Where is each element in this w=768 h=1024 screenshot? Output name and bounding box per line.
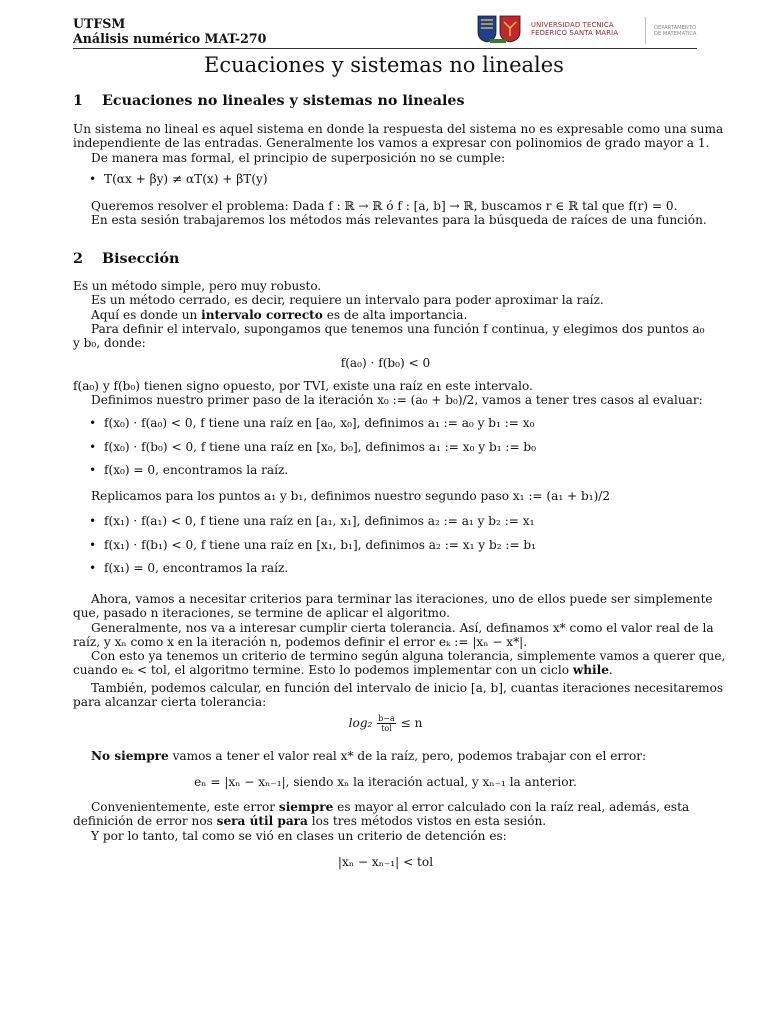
emphasis: No siempre — [91, 749, 169, 763]
paragraph: Convenientemente, este error siempre es mayor al error calculado con la raíz real, además, esta definición de error nos sera útil para los tres métodos vistos en esta sesión. Y por lo tanto, tal como se vió en clases un criterio de detención es: — [73, 800, 690, 843]
paragraph: Es un método simple, pero muy robusto. Es un método cerrado, es decir, requiere un intervalo para poder aproximar la raíz. Aquí es donde un intervalo correcto es de alta importancia. Para definir el intervalo, supongamos que tenemos una función f continua, y elegimos dos puntos a₀ y b₀, donde: — [73, 279, 705, 351]
document-title: Ecuaciones y sistemas no lineales — [204, 53, 564, 77]
document-page: UTFSM Análisis numérico MAT-270 UNIVERSIDAD TECNICA FEDERICO SANTA MARIA DEPARTAMENTO DE MATEMATICA Ecuaciones y sistemas no lineales 1 Ecuaciones no lineales y sistemas no lineales Un sistema no lineal es aquel sistema en donde la respuesta del sistema no es expresable como una suma independiente de las entradas. Generalmente los vamos a expresar con polinomios de grado mayor a 1. De manera mas formal, el principio de superposición no se cumple: T(αx + βy) ≠ αT(x) + βT(y) Queremos resolver el problema: Dada f : ℝ → ℝ ó f : [a, b] → ℝ, buscamos r ∈ ℝ tal que f(r) = 0. En esta sesión trabajaremos los métodos más relevantes para la búsqueda de raíces de una función. 2 Bisección Es un método simple, pero muy robusto. Es un método cerrado, es decir, requiere un intervalo para poder aproximar la raíz. Aquí es donde un intervalo correcto es de alta importancia. Para definir el intervalo, supongamos que tenemos una función f continua, y elegimos dos puntos a₀ y b₀, donde: f(a₀) · f(b₀) < 0 f(a₀) y f(b₀) tienen signo opuesto, por TVI, existe una raíz en este intervalo. Definimos nuestro primer paso de la iteración x₀ := (a₀ + b₀)/2, vamos a tener tres casos al evaluar: f(x₀) · f(a₀) < 0, f tiene una raíz en [a₀, x₀], definimos a₁ := a₀ y b₁ := x₀ f(x₀) · f(b₀) < 0, f tiene una raíz en [x₀, b₀], definimos a₁ := x₀ y b₁ := b₀ f(x₀) = 0, encontramos la raíz. Replicamos para los puntos a₁ y b₁, definimos nuestro segundo paso x₁ := (a₁ + b₁)/2 f(x₁) · f(a₁) < 0, f tiene una raíz en [a₁, x₁], definimos a₂ := a₁ y b₂ := x₁ f(x₁) · f(b₁) < 0, f tiene una raíz en [x₁, b₁], definimos a₂ := x₁ y b₂ := b₁ f(x₁) = 0, encontramos la raíz. Ahora, vamos a necesitar criterios para terminar las iteraciones, uno de ellos puede ser simplemente que, pasado n iteraciones, se termine de aplicar el algoritmo. Generalmente, nos va a interesar cumplir cierta tolerancia. Así, definamos x* como el valor real de la raíz, y xₙ como x en la iteración n, podemos definir el error eₖ := |xₙ − x*|. Con esto ya tenemos un criterio de termino según alguna tolerancia, simplemente vamos a querer que, cuando eₖ < tol, el algoritmo termine. Esto lo podemos implementar con un ciclo while. También, podemos calcular, en función del intervalo de inicio [a, b], cuantas iteraciones necesitaremos para alcanzar cierta tolerancia: log₂ b−a tol ≤ n No siempre vamos a tener el valor real x* de la raíz, pero, podemos trabajar con el error: eₙ = |xₙ − xₙ₋₁|, siendo xₙ la iteración actual, y xₙ₋₁ la anterior. Convenientemente, este error siempre es mayor al error calculado con la raíz real, además, esta definición de error nos sera útil para los tres métodos vistos en esta sesión. Y por lo tanto, tal como se vió en clases un criterio de detención es: |xₙ − xₙ₋₁| < tol — [0, 0, 768, 1024]
emphasis: while — [572, 663, 609, 678]
paragraph: Un sistema no lineal es aquel sistema en donde la respuesta del sistema no es expresable como una suma independiente de las entradas. Generalmente los vamos a expresar con polinomios de grado mayor a 1. De manera mas formal, el principio de superposición no se cumple: — [73, 122, 724, 165]
header-left — [73, 16, 266, 46]
header-rule — [73, 48, 697, 49]
university-name: UNIVERSIDAD TECNICA FEDERICO SANTA MARIA — [531, 21, 619, 37]
department-name: DEPARTAMENTO DE MATEMATICA — [654, 25, 697, 38]
paragraph: No siempre vamos a tener el valor real x* de la raíz, pero, podemos trabajar con el error: — [91, 749, 647, 763]
header-divider — [645, 17, 646, 44]
paragraph: Ahora, vamos a necesitar criterios para terminar las iteraciones, uno de ellos puede ser simplemente que, pasado n iteraciones, se termine de aplicar el algoritmo. Generalmente, nos va a interesar cumplir cierta tolerancia. Así, definamos x* como el valor real de la raíz, y xₙ como x en la iteración n, podemos definir el error eₖ := |xₙ − x*|. Con esto ya tenemos un criterio de termino según alguna tolerancia, simplemente vamos a querer que, cuando eₖ < tol, el algoritmo termine. Esto lo podemos implementar con un ciclo while. También, podemos calcular, en función del intervalo de inicio [a, b], cuantas iteraciones necesitaremos para alcanzar cierta tolerancia: — [73, 592, 726, 710]
course-name: Análisis numérico MAT-270 — [73, 31, 267, 46]
equation: f(a₀) · f(b₀) < 0 — [340, 356, 431, 370]
equation: eₙ = |xₙ − xₙ₋₁|, siendo xₙ la iteración actual, y xₙ₋₁ la anterior. — [194, 775, 577, 789]
university-crest-icon — [476, 14, 524, 44]
emphasis: sera útil para — [216, 814, 308, 829]
emphasis: siempre — [278, 800, 334, 814]
equation: |xₙ − xₙ₋₁| < tol — [337, 855, 434, 869]
paragraph: Replicamos para los puntos a₁ y b₁, definimos nuestro segundo paso x₁ := (a₁ + b₁)/2 — [91, 489, 611, 503]
paragraph: Queremos resolver el problema: Dada f : ℝ → ℝ ó f : [a, b] → ℝ, buscamos r ∈ ℝ tal que f(r) = 0. En esta sesión trabajaremos los métodos más relevantes para la búsqueda de raíces de una función. — [91, 199, 707, 228]
equation: log₂ b−a tol ≤ n — [348, 714, 423, 733]
paragraph: f(a₀) y f(b₀) tienen signo opuesto, por TVI, existe una raíz en este intervalo. Definimos nuestro primer paso de la iteración x₀ := (a₀ + b₀)/2, vamos a tener tres casos al evaluar: — [73, 379, 703, 408]
institution-name: UTFSM — [73, 16, 126, 31]
section-heading-2: 2 Bisección — [73, 251, 180, 267]
section-heading-1: 1 Ecuaciones no lineales y sistemas no lineales — [73, 93, 465, 109]
emphasis: intervalo correcto — [201, 307, 323, 322]
fraction: b−a tol — [378, 714, 395, 733]
